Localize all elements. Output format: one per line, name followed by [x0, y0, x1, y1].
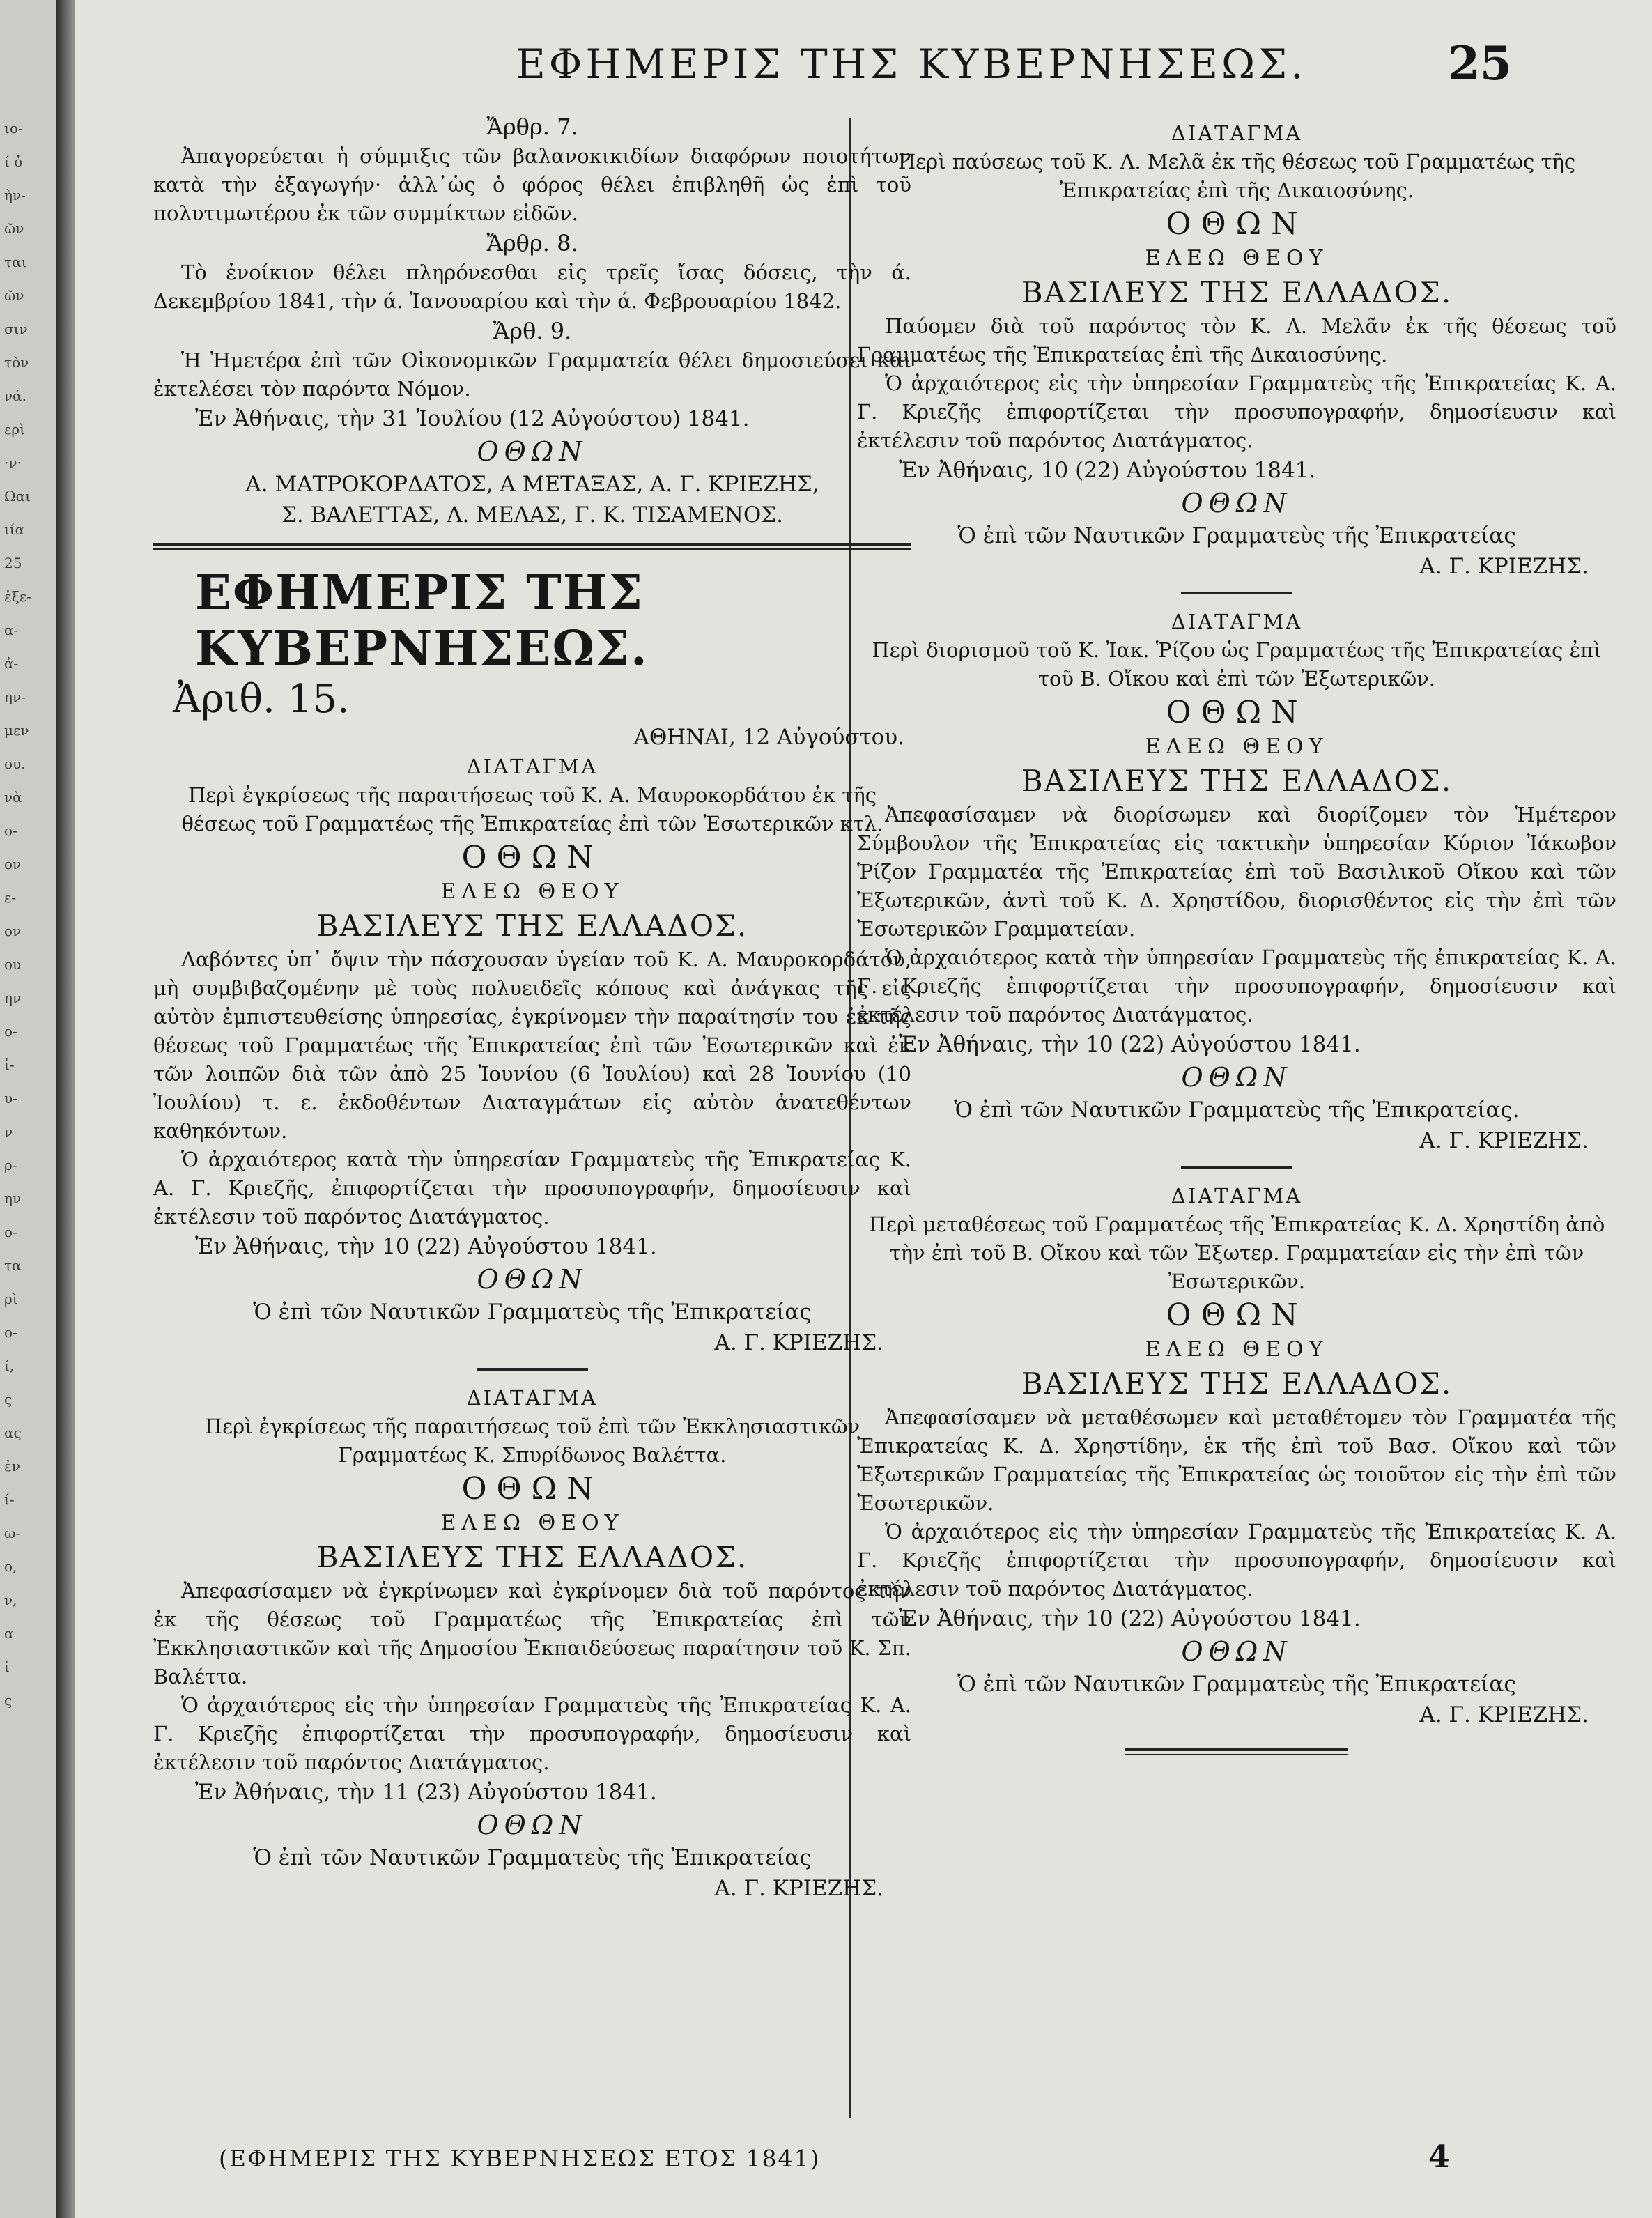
decree-1-king-title: ΒΑΣΙΛΕΥΣ ΤΗΣ ΕΛΛΑΔΟΣ. [316, 909, 748, 943]
gutter-fragment: ην- [4, 688, 26, 705]
newspaper-page [75, 0, 1652, 2218]
decree-1-eleo-theou: ΕΛΕΩ ΘΕΟΥ [440, 879, 624, 904]
decree-1-body-2: Ὁ ἀρχαιότερος κατὰ τὴν ὑπηρεσίαν Γραμματεὺς τῆς Ἐπικρατείας Κ. Α. Γ. Κριεζῆς, ἐπιφορτίζεται τὴν προσυπογραφήν, δημοσίευσιν καὶ ἐκτέλεσιν τοῦ παρόντος Διατάγματος. [153, 1148, 911, 1229]
decree-4-body-2: Ὁ ἀρχαιότερος κατὰ τὴν ὑπηρεσίαν Γραμματεὺς τῆς ἐπικρατείας Κ. Α. Γ. Κριεζῆς ἐπιφορτίζεται τὴν προσυπογραφήν, δημοσίευσιν καὶ ἐκτέλεσιν τοῦ παρόντος Διατάγματος. [857, 946, 1616, 1026]
gutter-fragment: ὴν- [4, 187, 26, 203]
gutter-fragment: ιο- [4, 120, 23, 137]
decree-5-minister: Ὁ ἐπὶ τῶν Ναυτικῶν Γραμματεὺς τῆς Ἐπικρατείας [957, 1672, 1516, 1697]
gutter-fragment: ί- [4, 1491, 15, 1508]
gutter-fragment: σιν [4, 321, 28, 337]
decree-5-subject: Περὶ μεταθέσεως τοῦ Γραμματέως τῆς Ἐπικρατείας Κ. Δ. Χρηστίδη ἀπὸ τὴν ἐπὶ τοῦ Β. Οἴκου καὶ τῶν Ἐξωτερ. Γραμματείαν εἰς τὴν ἐπὶ τῶν Ἐσωτερικῶν. [868, 1212, 1605, 1293]
decree-3-subject: Περὶ παύσεως τοῦ Κ. Λ. Μελᾶ ἐκ τῆς θέσεως τοῦ Γραμματέως τῆς Ἐπικρατείας ἐπὶ τῆς Δικαιοσύνης. [897, 150, 1576, 202]
gutter-fragment: υ- [4, 1090, 17, 1107]
gutter-fragment: ου [4, 956, 22, 973]
article-7-heading: Ἄρθρ. 7. [486, 114, 578, 140]
gutter-fragment: Ωαι [4, 488, 31, 505]
gutter-fragment: ον [4, 923, 22, 939]
gutter-fragment: ρὶ [4, 1291, 18, 1307]
decree-2-eleo-theou: ΕΛΕΩ ΘΕΟΥ [440, 1511, 624, 1535]
gutter-fragment: ἰ- [4, 1056, 15, 1073]
gutter-fragment: ῶν [4, 220, 24, 237]
gutter-fragment: ην [4, 989, 22, 1006]
gutter-fragment: ·ν· [4, 454, 22, 471]
gutter-fragment: ω- [4, 1525, 21, 1541]
page-number: 25 [1448, 36, 1512, 91]
decree-1-body: Λαβόντες ὑπ᾽ ὄψιν τὴν πάσχουσαν ὑγείαν τοῦ Κ. Α. Μαυροκορδάτου, μὴ συμβιβαζομένην μὲ τοὺς πολυειδεῖς κόπους καὶ ἀνάγκας τῆς εἰς αὐτὸν ἐμπιστευθείσης ὑπηρεσίας, ἐγκρίνομεν τὴν παραίτησίν του ἐκ τῆς θέσεως τοῦ Γραμματέως τῆς Ἐπικρατείας ἐπὶ τῶν Ἐσωτερικῶν καὶ ἐκ τῶν λοιπῶν διὰ τῶν ἀπὸ 25 Ἰουνίου (6 Ἰουλίου) καὶ 28 Ἰουνίου (10 Ἰουλίου) τ. ε. ἐκδοθέντων Διαταγμάτων εἰς αὐτὸν ἀνατεθέντων καθηκόντων. [153, 948, 911, 1143]
gutter-fragment: ν [4, 1123, 13, 1140]
gutter-fragment: ο- [4, 1324, 17, 1341]
decree-3-label: ΔΙΑΤΑΓΜΑ [1171, 121, 1303, 145]
article-7-text: Ἀπαγορεύεται ἡ σύμμιξις τῶν βαλανοκικιδίων διαφόρων ποιοτήτων κατὰ τὴν ἐξαγωγήν· ἀλλ᾽ὡς ὁ φόρος θέλει ἐπιβληθῆ ὡς ἐπὶ τοῦ πολυτιμωτέρου ἐκ τῶν συμμίκτων εἰδῶν. [153, 144, 911, 225]
book-spine-shadow [56, 0, 75, 2218]
law-date: Ἐν Ἀθήναις, τὴν 31 Ἰουλίου (12 Αὐγούστου) 1841. [195, 406, 750, 431]
gutter-fragment: ς [4, 1692, 13, 1709]
gutter-fragment: ιία [4, 521, 25, 538]
decree-1-date: Ἐν Ἀθήναις, τὴν 10 (22) Αὐγούστου 1841. [195, 1234, 657, 1259]
gutter-fragment: ας [4, 1424, 22, 1441]
gutter-fragment: ἐν [4, 1458, 20, 1474]
gutter-fragment: ην [4, 1190, 22, 1207]
decree-2-label: ΔΙΑΤΑΓΜΑ [466, 1386, 599, 1410]
decree-5-body-2: Ὁ ἀρχαιότερος εἰς τὴν ὑπηρεσίαν Γραμματεὺς τῆς Ἐπικρατείας Κ. Α. Γ. Κριεζῆς ἐπιφορτίζεται τὴν προσυπογραφήν, δημοσίευσιν καὶ ἐκτέλεσιν τοῦ παρόντος Διατάγματος. [857, 1520, 1616, 1601]
gutter-fragment: ε- [4, 889, 17, 906]
gutter-fragment: α [4, 1625, 14, 1642]
gutter-fragment: ο- [4, 1224, 17, 1240]
gutter-fragment: ου. [4, 755, 26, 772]
decree-3-body-2: Ὁ ἀρχαιότερος εἰς τὴν ὑπηρεσίαν Γραμματεὺς τῆς Ἐπικρατείας Κ. Α. Γ. Κριεζῆς ἐπιφορτίζεται τὴν προσυπογραφήν, δημοσίευσιν καὶ ἐκτέλεσιν τοῦ παρόντος Διατάγματος. [857, 371, 1616, 452]
gutter-fragment: νὰ [4, 789, 22, 806]
right-column [857, 118, 1616, 1755]
decree-4-date: Ἐν Ἀθήναις, τὴν 10 (22) Αὐγούστου 1841. [899, 1032, 1361, 1057]
footer-imprint: (ΕΦΗΜΕΡΙΣ ΤΗΣ ΚΥΒΕΡΝΗΣΕΩΣ ΕΤΟΣ 1841) [219, 2145, 821, 2172]
gutter-fragment: ο, [4, 1558, 17, 1575]
decree-2-otho: ΟΘΩΝ [461, 1471, 603, 1507]
decree-1-minister: Ὁ ἐπὶ τῶν Ναυτικῶν Γραμματεὺς τῆς Ἐπικρατείας [253, 1300, 812, 1325]
decree-4-body: Ἀπεφασίσαμεν νὰ διορίσωμεν καὶ διορίζομεν τὸν Ἡμέτερον Σύμβουλον τῆς Ἐπικρατείας εἰς τακτικὴν ὑπηρεσίαν Κύριον Ἰάκωβον Ῥίζον Γραμματέα τῆς Ἐπικρατείας ἐπὶ τοῦ Βασιλικοῦ Οἴκου καὶ τῶν Ἐξωτερικῶν, ἀντὶ τοῦ Κ. Δ. Χρηστίδου, διορισθέντος εἰς τὴν ἐπὶ τῶν Ἐσωτερικῶν Γραμματείαν. [857, 803, 1616, 941]
decree-5-otho: ΟΘΩΝ [1166, 1297, 1308, 1333]
gutter-fragment: ν, [4, 1592, 17, 1608]
decree-5-eleo-theou: ΕΛΕΩ ΘΕΟΥ [1145, 1337, 1329, 1362]
decree-1-label: ΔΙΑΤΑΓΜΑ [466, 755, 599, 778]
decree-4-otho-signature: ΟΘΩΝ [1181, 1062, 1292, 1093]
decree-5-date: Ἐν Ἀθήναις, τὴν 10 (22) Αὐγούστου 1841. [899, 1606, 1361, 1631]
decree-3-eleo-theou: ΕΛΕΩ ΘΕΟΥ [1145, 246, 1329, 270]
article-8-text: Τὸ ἐνοίκιον θέλει πληρόνεσθαι εἰς τρεῖς ἴσας δόσεις, τὴν ά. Δεκεμβρίου 1841, τὴν ά. Ἰανουαρίου καὶ τὴν ά. Φεβρουαρίου 1842. [153, 261, 911, 313]
printer-signature-number: 4 [1428, 2139, 1450, 2175]
decree-5-king-title: ΒΑΣΙΛΕΥΣ ΤΗΣ ΕΛΛΑΔΟΣ. [1021, 1366, 1453, 1401]
article-9-heading: Ἄρθ. 9. [493, 318, 572, 344]
decree-2-signer: Α. Γ. ΚΡΙΕΖΗΣ. [714, 1876, 883, 1901]
decree-3-otho-signature: ΟΘΩΝ [1181, 488, 1292, 518]
decree-1-otho-signature: ΟΘΩΝ [477, 1264, 588, 1295]
decree-1-otho: ΟΘΩΝ [461, 840, 603, 875]
decree-3-otho: ΟΘΩΝ [1166, 206, 1308, 242]
decree-5-label: ΔΙΑΤΑΓΜΑ [1171, 1184, 1303, 1208]
gutter-fragment: μεν [4, 722, 29, 739]
gutter-fragment: ῶν [4, 287, 24, 304]
gutter-fragment: ο- [4, 822, 17, 839]
dateline: ΑΘΗΝΑΙ, 12 Αὐγούστου. [633, 725, 904, 750]
decree-2-body-2: Ὁ ἀρχαιότερος εἰς τὴν ὑπηρεσίαν Γραμματεὺς τῆς Ἐπικρατείας Κ. Α. Γ. Κριεζῆς ἐπιφορτίζεται τὴν προσυπογραφήν, δημοσίευσιν καὶ ἐκτέλεσιν τοῦ παρόντος Διατάγματος. [153, 1693, 911, 1774]
gutter-fragment: 25 [4, 555, 22, 571]
gutter-fragment: ο- [4, 1023, 17, 1040]
decree-3-minister: Ὁ ἐπὶ τῶν Ναυτικῶν Γραμματεὺς τῆς Ἐπικρατείας [957, 523, 1516, 548]
decree-2-body: Ἀπεφασίσαμεν νὰ ἐγκρίνωμεν καὶ ἐγκρίνομεν διὰ τοῦ παρόντος τὴν ἐκ τῆς θέσεως τοῦ Γραμματέως τῆς Ἐπικρατείας ἐπὶ τῶν Ἐκκλησιαστικῶν καὶ τῆς Δημοσίου Ἐκπαιδεύσεως παραίτησιν τοῦ Κ. Σπ. Βαλέττα. [153, 1579, 911, 1688]
law-signers-line-2: Σ. ΒΑΛΕΤΤΑΣ, Λ. ΜΕΛΑΣ, Γ. Κ. ΤΙΣΑΜΕΝΟΣ. [281, 502, 784, 527]
masthead-title: ΕΦΗΜΕΡΙΣ ΤΗΣ ΚΥΒΕΡΝΗΣΕΩΣ. [195, 565, 649, 677]
decree-separator [477, 1368, 588, 1371]
decree-2-minister: Ὁ ἐπὶ τῶν Ναυτικῶν Γραμματεὺς τῆς Ἐπικρατείας [253, 1845, 812, 1870]
gutter-fragment: ον [4, 856, 22, 872]
article-9-text: Ἡ Ἡμετέρα ἐπὶ τῶν Οἰκονομικῶν Γραμματεία θέλει δημοσιεύσει καὶ ἐκτελέσει τὸν παρόντα Νόμον. [153, 348, 911, 401]
decree-4-subject: Περὶ διορισμοῦ τοῦ Κ. Ἰακ. Ῥίζου ὡς Γραμματέως τῆς Ἐπικρατείας ἐπὶ τοῦ Β. Οἴκου καὶ ἐπὶ τῶν Ἐξωτερικῶν. [872, 638, 1602, 691]
decree-1-subject: Περὶ ἐγκρίσεως τῆς παραιτήσεως τοῦ Κ. Α. Μαυροκορδάτου ἐκ τῆς θέσεως τοῦ Γραμματέως τῆς Ἐπικρατείας ἐπὶ τῶν Ἐσωτερικῶν κτλ. [181, 783, 883, 835]
gutter-fragment: τα [4, 1257, 22, 1274]
decree-3-body: Παύομεν διὰ τοῦ παρόντος τὸν Κ. Λ. Μελᾶν ἐκ τῆς θέσεως τοῦ Γραμματέως τῆς Ἐπικρατείας ἐπὶ τῆς Δικαιοσύνης. [857, 314, 1616, 367]
gutter-fragment: ς [4, 1391, 13, 1408]
gutter-fragment: ερὶ [4, 421, 25, 438]
decree-4-minister: Ὁ ἐπὶ τῶν Ναυτικῶν Γραμματεὺς τῆς Ἐπικρατείας. [954, 1098, 1520, 1123]
decree-4-signer: Α. Γ. ΚΡΙΕΖΗΣ. [1419, 1128, 1589, 1153]
previous-page-gutter [0, 0, 57, 2218]
decree-4-eleo-theou: ΕΛΕΩ ΘΕΟΥ [1145, 734, 1329, 759]
decree-3-date: Ἐν Ἀθήναις, 10 (22) Αὐγούστου 1841. [899, 458, 1316, 483]
decree-3-king-title: ΒΑΣΙΛΕΥΣ ΤΗΣ ΕΛΛΑΔΟΣ. [1021, 275, 1453, 309]
gutter-fragment: ρ- [4, 1157, 17, 1173]
issue-number: Ἀριθ. 15. [173, 677, 350, 722]
decree-4-label: ΔΙΑΤΑΓΜΑ [1171, 610, 1303, 633]
law-signers-line-1: Α. ΜΑΤΡΟΚΟΡΔΑΤΟΣ, Α ΜΕΤΑΞΑΣ, Α. Γ. ΚΡΙΕΖΗΣ, [245, 472, 819, 497]
gutter-fragment: τὸν [4, 354, 29, 371]
gutter-fragment: νά. [4, 387, 27, 404]
decree-5-body: Ἀπεφασίσαμεν νὰ μεταθέσωμεν καὶ μεταθέτομεν τὸν Γραμματέα τῆς Ἐπικρατείας Κ. Δ. Χρηστίδην, ἐκ τῆς ἐπὶ τοῦ Βασ. Οἴκου καὶ τῶν Ἐξωτερικῶν Γραμματείας τῆς Ἐπικρατείας ὡς τοιοῦτον εἰς τὴν ἐπὶ τῶν Ἐσωτερικῶν. [857, 1405, 1616, 1515]
end-ornament-rule [1125, 1748, 1348, 1755]
section-double-rule [153, 543, 911, 550]
decree-2-subject: Περὶ ἐγκρίσεως τῆς παραιτήσεως τοῦ ἐπὶ τῶν Ἐκκλησιαστικῶν Γραμματέως Κ. Σπυρίδωνος Βαλέττα. [204, 1415, 860, 1467]
gutter-fragment: ί ὁ [4, 153, 23, 170]
gutter-text-fragments [4, 111, 46, 1717]
gutter-fragment: ται [4, 254, 27, 270]
decree-5-otho-signature: ΟΘΩΝ [1181, 1636, 1292, 1667]
law-otho-signature: ΟΘΩΝ [477, 436, 588, 467]
article-8-heading: Ἄρθρ. 8. [486, 230, 578, 256]
gutter-fragment: ἐξε- [4, 588, 31, 605]
decree-3-signer: Α. Γ. ΚΡΙΕΖΗΣ. [1419, 554, 1589, 579]
decree-4-otho: ΟΘΩΝ [1166, 695, 1308, 730]
decree-5-signer: Α. Γ. ΚΡΙΕΖΗΣ. [1419, 1702, 1589, 1727]
gutter-fragment: α- [4, 622, 19, 638]
running-header-title: ΕΦΗΜΕΡΙΣ ΤΗΣ ΚΥΒΕΡΝΗΣΕΩΣ. [516, 40, 1307, 88]
decree-separator [1181, 592, 1292, 594]
decree-2-king-title: ΒΑΣΙΛΕΥΣ ΤΗΣ ΕΛΛΑΔΟΣ. [316, 1540, 748, 1574]
decree-2-otho-signature: ΟΘΩΝ [477, 1810, 588, 1840]
decree-4-king-title: ΒΑΣΙΛΕΥΣ ΤΗΣ ΕΛΛΑΔΟΣ. [1021, 764, 1453, 798]
decree-2-date: Ἐν Ἀθήναις, τὴν 11 (23) Αὐγούστου 1841. [195, 1780, 657, 1805]
gutter-fragment: ἰ [4, 1658, 10, 1675]
gutter-fragment: ί, [4, 1357, 15, 1374]
decree-1-signer: Α. Γ. ΚΡΙΕΖΗΣ. [714, 1330, 883, 1355]
decree-separator [1181, 1166, 1292, 1169]
left-column [153, 111, 911, 1904]
gutter-fragment: ἀ- [4, 655, 19, 672]
